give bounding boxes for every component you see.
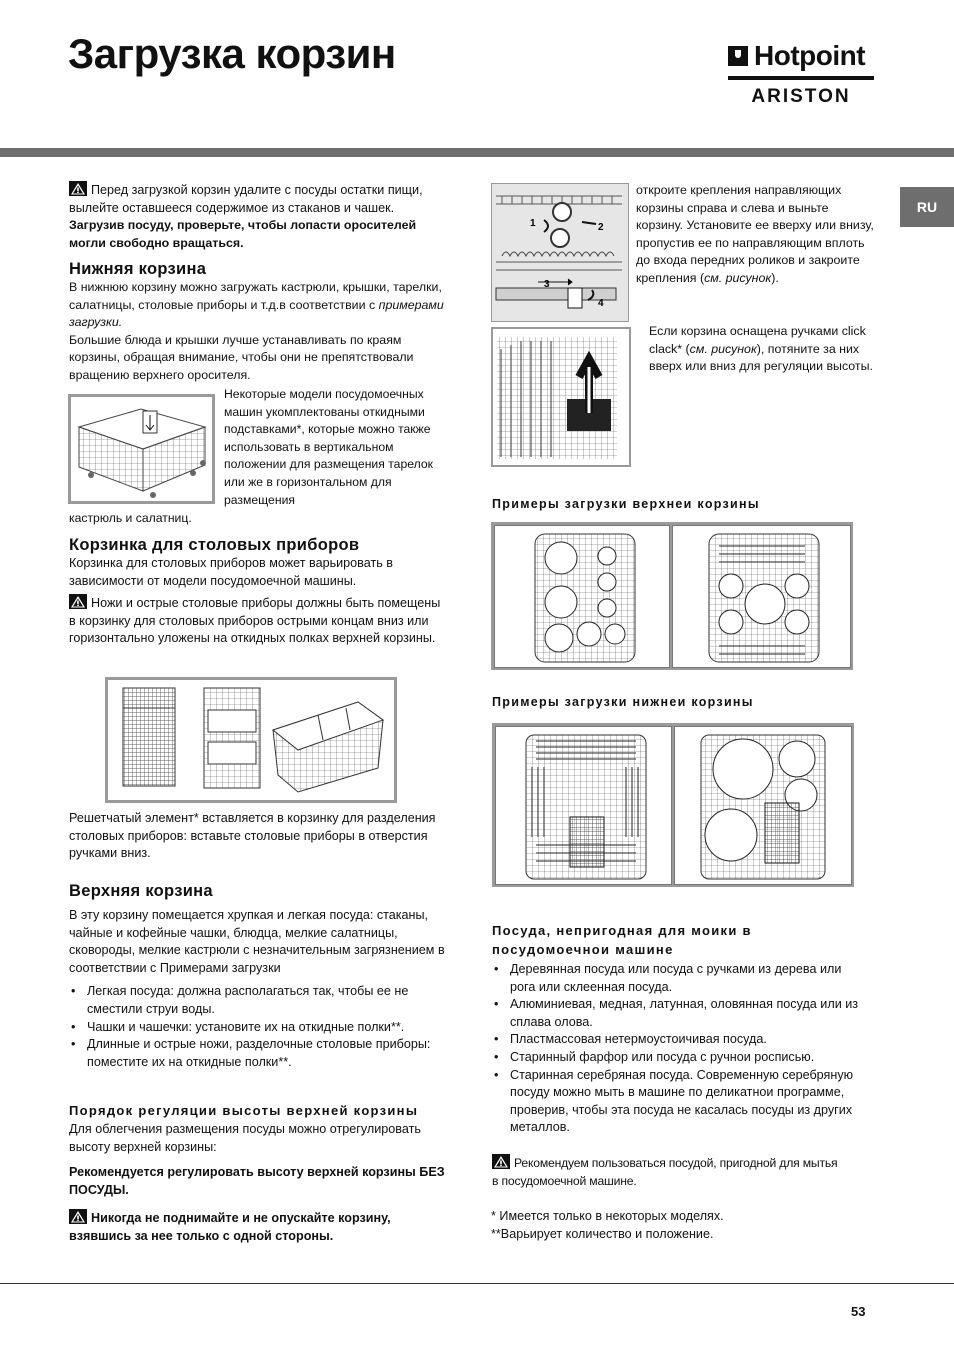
list-item: • Старинная серебряная посуда. Современную серебряную посуду можно мыть в машине по деликатнои программе, проверив, чтобы эта посуда не касалась посуды из других металлов.	[492, 1067, 862, 1137]
rail-label-2: 2	[598, 222, 604, 233]
rail-label-1: 1	[530, 218, 536, 229]
lower-basket-p1-italic: примерами загрузки.	[69, 297, 444, 330]
upper-examples-image	[491, 522, 853, 670]
unsuitable-section	[492, 921, 862, 1137]
list-item: • Пластмассовая нетермоустоичивая посуда.	[492, 1031, 862, 1049]
lower-examples-heading: Примеры загрузки нижнеи корзины	[492, 695, 754, 709]
racks-tail: кастрюль и салатниц.	[69, 511, 192, 525]
list-item: • Алюминиевая, медная, латунная, оловянная посуда или из сплава олова.	[492, 996, 862, 1031]
warning-icon	[69, 594, 87, 609]
cutlery-grid-text	[69, 810, 447, 863]
footnotes	[491, 1208, 861, 1243]
brand-top: Hotpoint	[754, 40, 866, 71]
click-clack-italic: см. рисунок	[689, 341, 757, 356]
rail-label-4: 4	[598, 298, 604, 309]
recommend-text: Рекомендуем пользоваться посудой, пригодной для мытья в посудомоечной машине.	[492, 1156, 838, 1188]
rail-image	[491, 183, 629, 322]
recommend-section	[492, 1154, 842, 1190]
cutlery-p2: Решетчатый элемент* вставляется в корзинку для разделения столовых приборов: вставьте столовые приборы в отверстия ручками вниз.	[69, 811, 436, 861]
page-number: 53	[851, 1304, 866, 1319]
unsuitable-list	[492, 961, 862, 1137]
intro-section	[69, 181, 447, 252]
language-tab: RU	[900, 187, 954, 227]
lower-basket-heading: Нижняя корзина	[69, 260, 207, 278]
rail-end: ).	[771, 270, 779, 285]
cutlery-p1: Корзинка для столовых приборов может варьировать в зависимости от модели посудомоечной машины.	[69, 556, 393, 588]
upper-basket-p1: В эту корзину помещается хрупкая и легкая посуда: стаканы, чайные и кофейные чашки, блюдца, мелкие салатницы, сковороды, мелкие кастрюли с незначительным загрязнением в соответствии с Примерами загрузки	[69, 908, 445, 975]
list-item: • Старинный фарфор или посуда с ручнои росписью.	[492, 1049, 862, 1067]
hotpoint-logo-icon	[728, 46, 748, 66]
cutlery-section	[69, 536, 447, 648]
list-item: • Чашки и чашечки: установите их на откидные полки**.	[69, 1019, 447, 1037]
header-bar	[0, 148, 954, 157]
intro-bold: Загрузив посуду, проверьте, чтобы лопасти оросителей могли свободно вращаться.	[69, 218, 417, 250]
rail-label-3: 3	[544, 279, 550, 290]
upper-example-1	[494, 525, 670, 668]
logo-divider	[728, 76, 874, 80]
lower-example-2	[674, 726, 852, 885]
lower-basket-p1-text: В нижнюю корзину можно загружать кастрюли, крышки, тарелки, салатницы, столовые приборы и т.д.в соответствии с	[69, 280, 442, 312]
page-title: Загрузка корзин	[68, 30, 396, 77]
footnote-1: * Имеется только в некоторых моделях.	[491, 1209, 724, 1223]
footer-line	[0, 1283, 954, 1284]
lower-example-1	[495, 726, 672, 885]
list-item: • Длинные и острые ножи, разделочные столовые приборы: поместите их на откидные полки**.	[69, 1036, 447, 1071]
upper-examples-heading: Примеры загрузки верхнеи корзины	[492, 497, 760, 511]
lower-basket-section	[69, 260, 447, 385]
racks-text	[224, 386, 446, 509]
height-p1: Для облегчения размещения посуды можно отрегулировать высоту верхней корзины:	[69, 1122, 421, 1154]
upper-basket-list	[69, 983, 447, 1071]
list-item: • Легкая посуда: должна располагаться так, чтобы ее не сместили струи воды.	[69, 983, 447, 1018]
click-clack-end: ), потяните за них вверх или вниз для регуляции высоты.	[649, 341, 873, 374]
upper-basket-section	[69, 882, 447, 1071]
warning-icon	[69, 181, 87, 196]
list-item: • Деревянная посуда или посуда с ручками из дерева или рога или склеенная посуда.	[492, 961, 862, 996]
unsuitable-heading: Посуда, непригодная для моики в посудомоечнои машине	[492, 923, 752, 957]
footnote-2: **Варьирует количество и положение.	[491, 1226, 714, 1241]
warning-icon	[69, 1209, 87, 1224]
warning-icon	[492, 1154, 510, 1169]
height-heading: Порядок регуляции высоты верхней корзины	[69, 1103, 419, 1118]
cutlery-heading: Корзинка для столовых приборов	[69, 536, 360, 554]
brand-logo	[728, 40, 874, 108]
lower-basket-p1	[69, 279, 447, 332]
click-clack-image	[491, 327, 631, 467]
height-section	[69, 1103, 449, 1246]
brand-bottom: ARISTON	[751, 86, 851, 107]
upper-example-2	[672, 525, 851, 668]
rail-paragraph: откроите крепления направляющих корзины справа и слева и выньте корзину. Установите ее вверху или внизу, пропустив ее по направляющим вплоть до входа передних роликов и закроите крепления (	[636, 183, 874, 285]
rail-italic: см. рисунок	[704, 270, 772, 285]
intro-warning: Перед загрузкой корзин удалите с посуды остатки пищи, вылейте оставшееся содержимое из стаканов и чашек.	[69, 183, 423, 215]
upper-basket-heading: Верхняя корзина	[69, 882, 213, 900]
cutlery-warning: Ножи и острые столовые приборы должны быть помещены в корзинку для столовых приборов острыми концам вниз или горизонтально уложены на откидных полках верхней корзины.	[69, 596, 441, 646]
lower-examples-image	[492, 723, 854, 887]
height-warning: Никогда не поднимайте и не опускайте корзину, взявшись за нее только с одной стороны.	[69, 1211, 391, 1243]
height-bold: Рекомендуется регулировать высоту верхней корзины БЕЗ ПОСУДЫ.	[69, 1165, 445, 1197]
click-clack-paragraph: Если корзина оснащена ручками click clack* (	[649, 324, 866, 356]
lower-basket-p2: Большие блюда и крышки лучше устанавливать по краям корзины, обращая внимание, чтобы они не препятствовали вращению верхнего оросителя.	[69, 332, 414, 382]
cutlery-basket-image	[105, 677, 397, 803]
rail-text	[636, 182, 876, 288]
racks-paragraph: Некоторые модели посудомоечных машин укомплектованы откидными подставками*, которые можно также использовать в вертикальном положении для размещения тарелок или же в горизонтальном для размещения	[224, 387, 433, 507]
lower-basket-image	[68, 394, 215, 504]
click-clack-text	[649, 323, 875, 376]
